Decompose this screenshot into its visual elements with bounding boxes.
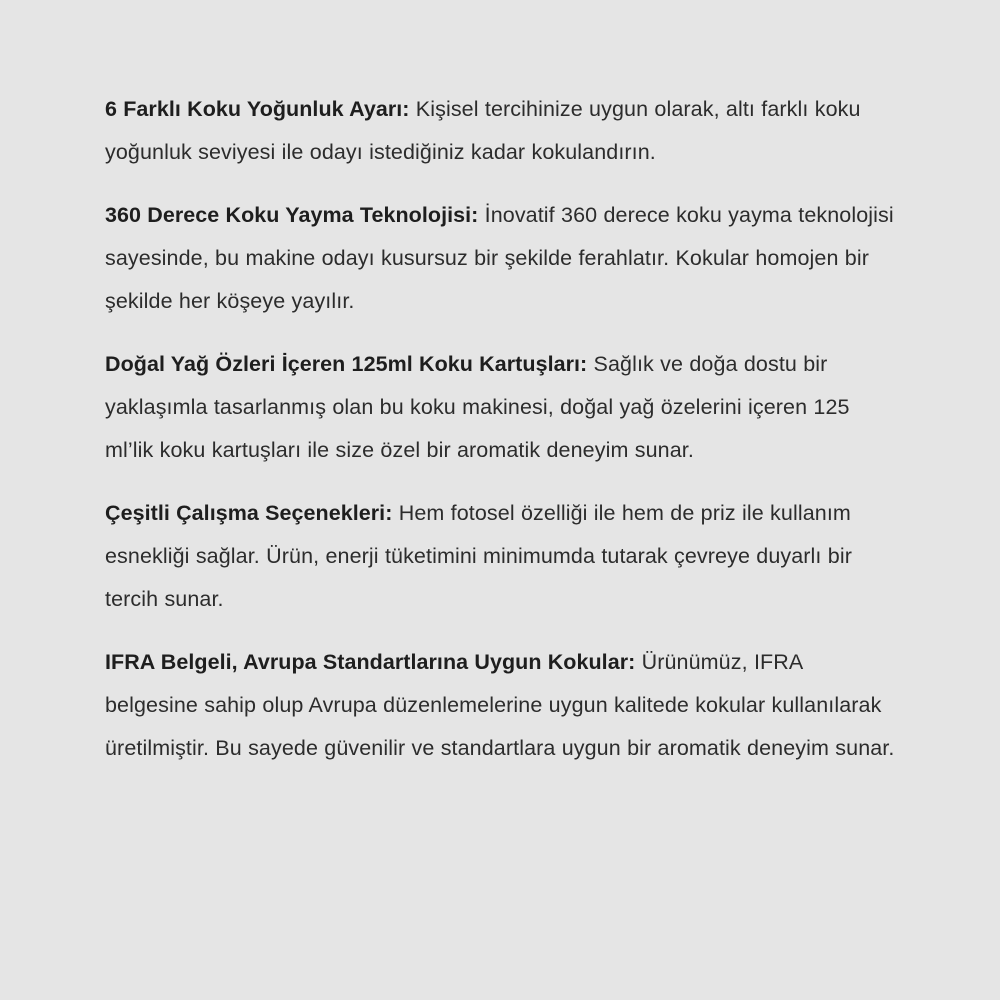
feature-item: [105, 343, 895, 472]
feature-item: [105, 641, 895, 770]
feature-title: IFRA Belgeli, Avrupa Standartlarına Uygun Kokular:: [105, 650, 636, 674]
feature-body: Ürünümüz, IFRA belgesine sahip olup Avrupa düzenlemelerine uygun kalitede kokular kullanılarak üretilmiştir. Bu sayede güvenilir ve standartlara uygun bir aromatik deneyim sunar.: [105, 650, 895, 760]
feature-item: [105, 492, 895, 621]
feature-body: Sağlık ve doğa dostu bir yaklaşımla tasarlanmış olan bu koku makinesi, doğal yağ özelerini içeren 125 ml’lik koku kartuşları ile size özel bir aromatik deneyim sunar.: [105, 352, 850, 462]
feature-body: İnovatif 360 derece koku yayma teknolojisi sayesinde, bu makine odayı kusursuz bir şekilde ferahlatır. Kokular homojen bir şekilde her köşeye yayılır.: [105, 203, 894, 313]
feature-item: [105, 88, 895, 174]
feature-title: Çeşitli Çalışma Seçenekleri:: [105, 501, 393, 525]
feature-body: Hem fotosel özelliği ile hem de priz ile kullanım esnekliği sağlar. Ürün, enerji tüketimini minimumda tutarak çevreye duyarlı bir tercih sunar.: [105, 501, 852, 611]
feature-list: [105, 88, 895, 770]
feature-item: [105, 194, 895, 323]
feature-title: 360 Derece Koku Yayma Teknolojisi:: [105, 203, 479, 227]
feature-body: Kişisel tercihinize uygun olarak, altı farklı koku yoğunluk seviyesi ile odayı istediğiniz kadar kokulandırın.: [105, 97, 861, 164]
feature-title: 6 Farklı Koku Yoğunluk Ayarı:: [105, 97, 410, 121]
feature-title: Doğal Yağ Özleri İçeren 125ml Koku Kartuşları:: [105, 352, 588, 376]
